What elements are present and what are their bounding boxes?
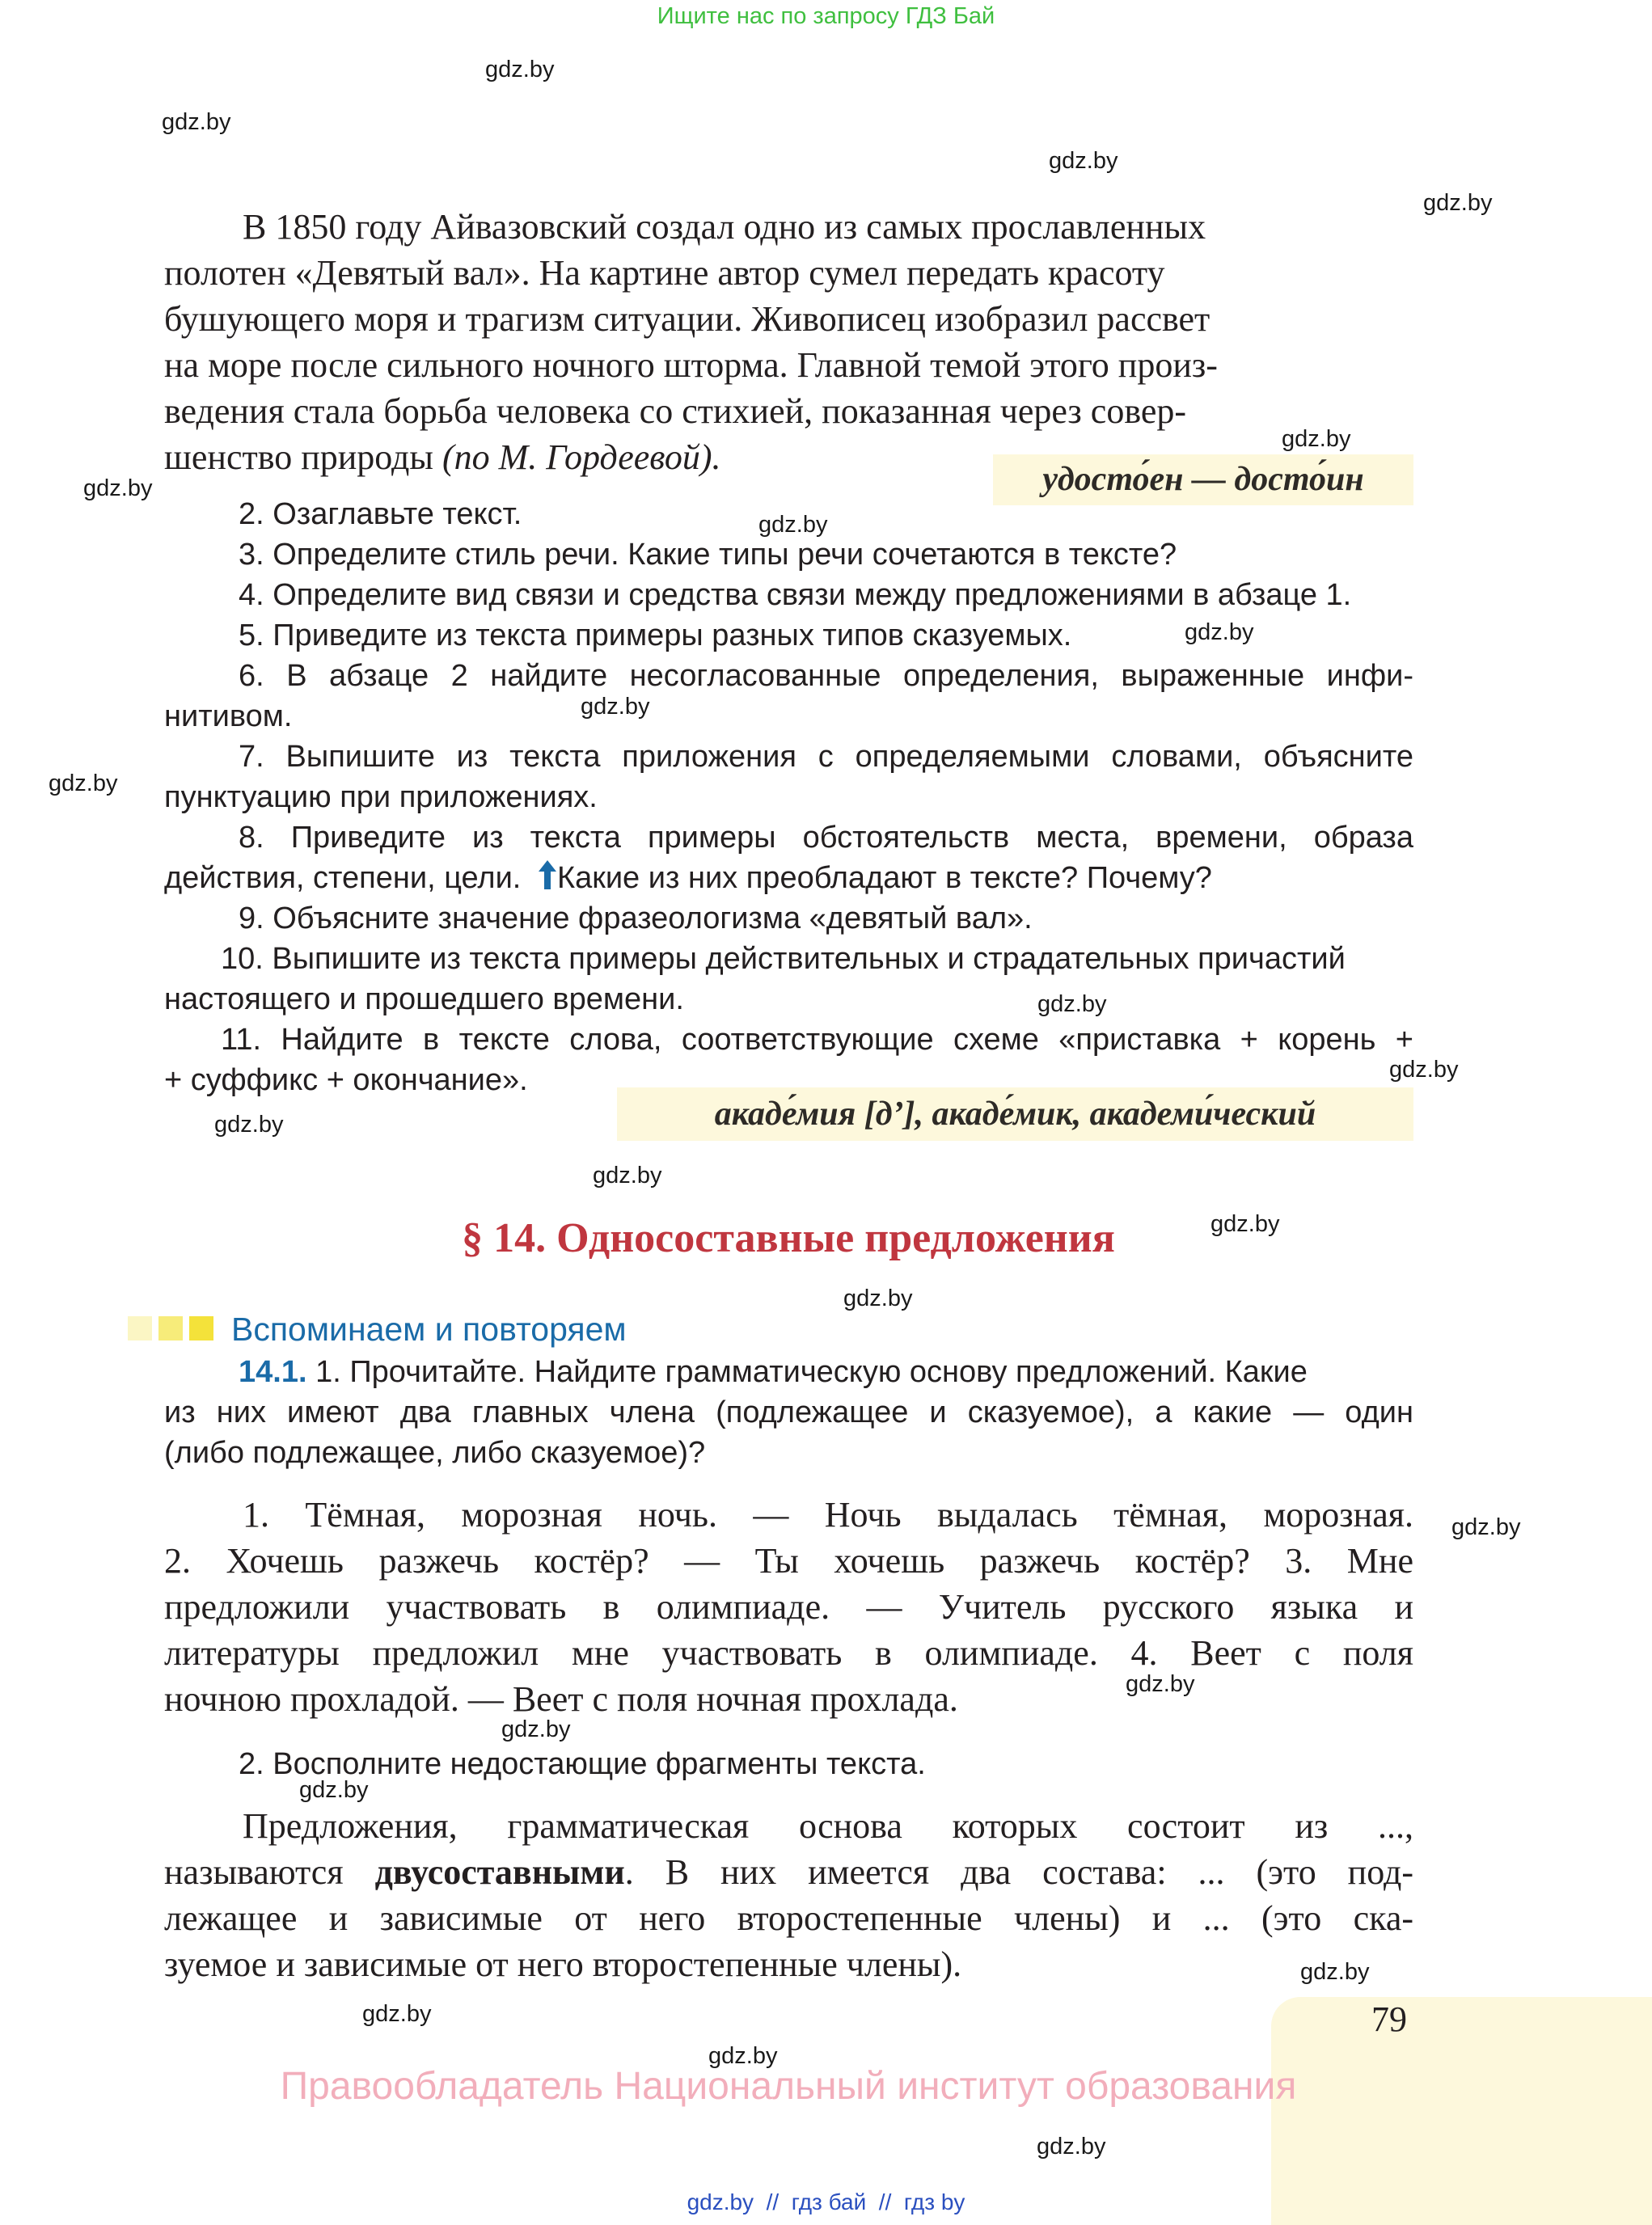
paragraph-line: В 1850 году Айвазовский создал одно из самых прославленных — [243, 207, 1206, 247]
watermark: gdz.by — [49, 771, 118, 796]
watermark: gdz.by — [1282, 426, 1351, 452]
question-item: + суффикс + окончание». — [164, 1063, 528, 1097]
vocabulary-box: акаде́мия [д’], акаде́мик, академи́ческий — [617, 1087, 1413, 1141]
watermark: gdz.by — [83, 475, 153, 501]
footer-links[interactable]: gdz.by // гдз бай // гдз by — [687, 2189, 965, 2214]
example-line: 1. Тёмная, морозная ночь. — Ночь выдалась тёмная, морозная. — [243, 1495, 1413, 1535]
paragraph-line: шенство природы — [164, 437, 433, 477]
question-item: 5. Приведите из текста примеры разных типов сказуемых. — [239, 619, 1072, 652]
question-item: 8. Приведите из текста примеры обстоятельств места, времени, образа — [239, 821, 1413, 855]
question-item: действия, степени, цели. — [164, 861, 522, 895]
question-item: нитивом. — [164, 699, 293, 733]
example-sentences — [164, 1492, 1413, 1722]
question-item: 6. В абзаце 2 найдите несогласованные определения, выраженные инфи- — [239, 659, 1413, 693]
watermark: gdz.by — [1423, 190, 1493, 216]
watermark: gdz.by — [501, 1716, 571, 1742]
section-title: § 14. Односоставные предложения — [462, 1215, 1115, 1261]
watermark: gdz.by — [1037, 991, 1107, 1017]
subsection-title: Вспоминаем и повторяем — [231, 1311, 627, 1348]
watermark: gdz.by — [581, 694, 650, 720]
square-icon — [189, 1316, 213, 1340]
paragraph-source: (по М. Гордеевой). — [442, 437, 721, 477]
watermark: gdz.by — [843, 1286, 913, 1311]
watermark: gdz.by — [1185, 619, 1254, 645]
question-item: 9. Объясните значение фразеологизма «девятый вал». — [239, 901, 1033, 935]
task-line: 1. Прочитайте. Найдите грамматическую основу предложений. Какие — [315, 1355, 1308, 1389]
paragraph-line: бушующего моря и трагизм ситуации. Живописец изобразил рассвет — [164, 299, 1210, 339]
fill-line: Предложения, грамматическая основа которых состоит из ..., — [243, 1806, 1413, 1846]
question-item: настоящего и прошедшего времени. — [164, 982, 684, 1016]
task-line: 2. Восполните недостающие фрагменты текста. — [239, 1747, 926, 1781]
watermark: gdz.by — [1049, 148, 1118, 174]
watermark: gdz.by — [1389, 1057, 1459, 1083]
top-banner: Ищите нас по запросу ГДЗ Бай — [657, 3, 995, 29]
fill-line: лежащее и зависимые от него второстепенные члены) и ... (это ска- — [164, 1898, 1413, 1938]
example-line: литературы предложил мне участвовать в олимпиаде. 4. Веет с поля — [164, 1633, 1413, 1673]
example-line: ночною прохладой. — Веет с поля ночная прохлада. — [164, 1679, 958, 1719]
square-icon — [128, 1316, 152, 1340]
square-icon — [158, 1316, 183, 1340]
paragraph-line: на море после сильного ночного шторма. Главной темой этого произ- — [164, 345, 1218, 385]
exercise-task-2 — [164, 1744, 1413, 1784]
vocabulary-box: удосто́ен — досто́ин — [993, 454, 1413, 505]
term-bold: двусоставными — [374, 1852, 625, 1892]
watermark: gdz.by — [1300, 1959, 1370, 1985]
question-item: 4. Определите вид связи и средства связи между предложениями в абзаце 1. — [239, 578, 1352, 612]
watermark: gdz.by — [593, 1163, 662, 1188]
question-item: 7. Выпишите из текста приложения с определяемыми словами, объясните — [239, 740, 1413, 774]
task-line: из них имеют два главных члена (подлежащее и сказуемое), а какие — один — [164, 1395, 1413, 1429]
question-item: 3. Определите стиль речи. Какие типы речи сочетаются в тексте? — [239, 538, 1177, 572]
watermark: gdz.by — [162, 109, 231, 135]
task-line: (либо подлежащее, либо сказуемое)? — [164, 1436, 706, 1470]
questions-list — [164, 494, 1413, 1100]
up-arrow-icon — [538, 859, 557, 891]
watermark: gdz.by — [485, 57, 555, 82]
fill-line: зуемое и зависимые от него второстепенные члены). — [164, 1944, 962, 1984]
subsection-heading — [128, 1311, 627, 1349]
question-item: 2. Озаглавьте текст. — [239, 497, 522, 531]
watermark: gdz.by — [1037, 2134, 1106, 2160]
paragraph-line: полотен «Девятый вал». На картине автор сумел передать красоту — [164, 253, 1165, 293]
question-item: 11. Найдите в тексте слова, соответствующие схеме «приставка + корень + — [221, 1023, 1413, 1057]
question-item: пунктуацию при приложениях. — [164, 780, 598, 814]
watermark: gdz.by — [214, 1112, 284, 1138]
question-item: 10. Выпишите из текста примеры действительных и страдательных причастий — [221, 942, 1346, 976]
watermark: gdz.by — [708, 2043, 778, 2069]
page-number: 79 — [1371, 1999, 1407, 2039]
paragraph-line: ведения стала борьба человека со стихией, показанная через совер- — [164, 391, 1187, 431]
exercise-task — [164, 1352, 1413, 1473]
exercise-number: 14.1. — [239, 1355, 307, 1389]
example-line: предложили участвовать в олимпиаде. — Учитель русского языка и — [164, 1587, 1413, 1627]
watermark: gdz.by — [362, 2001, 432, 2027]
watermark: gdz.by — [1126, 1671, 1195, 1697]
question-item: Какие из них преобладают в тексте? Почему? — [556, 861, 1212, 895]
copyright-notice: Правообладатель Национальный институт образования — [280, 2065, 1297, 2108]
example-line: 2. Хочешь разжечь костёр? — Ты хочешь разжечь костёр? 3. Мне — [164, 1541, 1413, 1581]
fill-line: называются — [164, 1852, 344, 1892]
watermark: gdz.by — [1210, 1211, 1280, 1237]
text-paragraph — [164, 204, 1413, 480]
fill-paragraph — [164, 1803, 1413, 1987]
watermark: gdz.by — [299, 1777, 369, 1803]
watermark: gdz.by — [1451, 1514, 1521, 1540]
fill-line: . В них имеется два состава: ... (это под- — [624, 1852, 1414, 1892]
watermark: gdz.by — [758, 512, 828, 538]
